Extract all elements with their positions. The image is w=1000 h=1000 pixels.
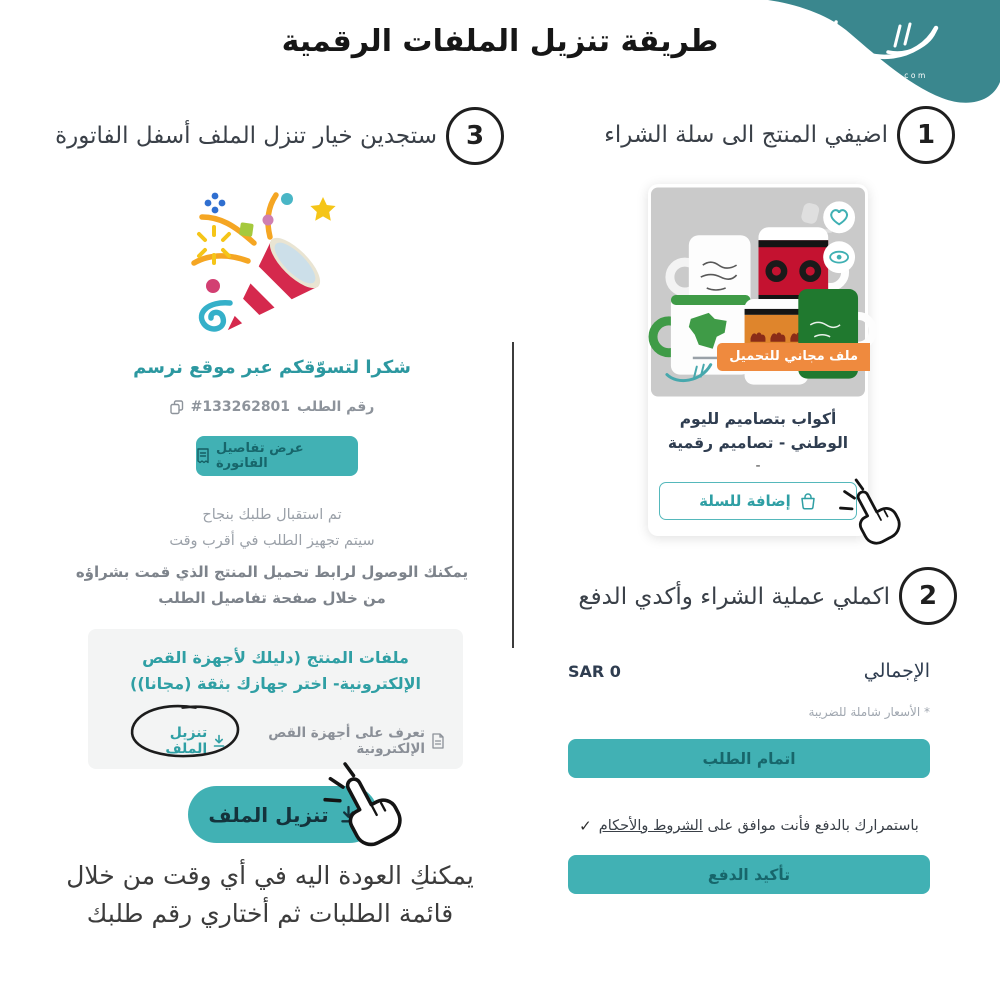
step-1-number: 1	[916, 120, 936, 150]
check-icon: ✓	[579, 817, 592, 835]
terms-link[interactable]: الشروط والأحكام	[598, 818, 703, 834]
step-3-number: 3	[465, 121, 485, 151]
quick-view-button[interactable]	[823, 241, 855, 273]
free-file-badge: ملف مجاني للتحميل	[717, 343, 870, 371]
hand-drawn-circle-annotation	[124, 696, 246, 768]
product-image[interactable]	[651, 187, 865, 397]
order-number-label: رقم الطلب	[297, 399, 375, 415]
total-label: الإجمالي	[863, 660, 930, 682]
add-to-cart-label: إضافة للسلة	[699, 492, 791, 511]
order-number: #133262801	[190, 399, 291, 415]
file-icon	[431, 733, 445, 749]
terms-row	[568, 817, 930, 835]
download-file-link-label: تنزيل الملف	[165, 725, 208, 757]
column-divider	[512, 342, 514, 648]
step-2-circle	[899, 567, 957, 625]
order-number-row	[62, 399, 482, 415]
total-value: SAR 0	[568, 661, 621, 681]
page-title: طريقة تنزيل الملفات الرقمية	[281, 24, 719, 59]
step-3-label: ستجدين خيار تنزل الملف أسفل الفاتورة	[55, 123, 437, 149]
learn-devices-label: تعرف على أجهزة القص الإلكترونية	[268, 725, 425, 757]
narsom-domain-text: narsom.com	[856, 71, 928, 80]
wishlist-button[interactable]	[823, 201, 855, 233]
return-note-line-2: قائمة الطلبات ثم أختاري رقم طلبك	[86, 898, 454, 928]
step-2-number: 2	[918, 581, 938, 611]
status-line-1: تم استقبال طلبك بنجاح	[202, 507, 342, 523]
step-1-label: اضيفي المنتج الى سلة الشراء	[604, 122, 888, 148]
bag-icon	[799, 492, 817, 510]
copy-icon[interactable]	[170, 400, 184, 414]
terms-prefix: باستمرارك بالدفع فأنت موافق على	[707, 818, 919, 834]
status-line-2: سيتم تجهيز الطلب في أقرب وقت	[169, 533, 375, 549]
return-note-line-1: يمكنكِ العودة اليه في أي وقت من خلال	[66, 861, 474, 890]
tax-note: * الأسعار شاملة للضريبة	[808, 705, 930, 719]
thanks-heading: شكرا لتسوّقكم عبر موقع نرسم	[133, 357, 411, 378]
status-line-3: يمكنك الوصول لرابط تحميل المنتج الذي قمت بشراؤه من خلال صفحة تفاصيل الطلب	[75, 563, 469, 608]
step-2-label: اكملي عملية الشراء وأكدي الدفع	[578, 584, 890, 610]
product-price-placeholder: -	[755, 458, 761, 475]
view-invoice-button[interactable]	[196, 436, 358, 476]
receipt-icon	[196, 448, 210, 464]
step-3-circle	[446, 107, 504, 165]
hand-pointer-icon	[322, 758, 406, 854]
learn-devices-link[interactable]	[226, 725, 445, 757]
brand-wave	[750, 0, 1000, 130]
hand-pointer-icon	[838, 474, 904, 552]
complete-order-button[interactable]: اتمام الطلب	[568, 739, 930, 778]
return-note	[20, 857, 520, 932]
order-total-row	[568, 660, 930, 682]
confirm-payment-button[interactable]: تأكيد الدفع	[568, 855, 930, 894]
add-to-cart-button[interactable]	[659, 482, 857, 520]
terms-text	[599, 818, 919, 834]
view-invoice-label: عرض تفاصيل الفاتورة	[216, 441, 304, 471]
product-title: أكواب بتصاميم لليوم الوطني - تصاميم رقمية	[667, 410, 849, 453]
files-box-title: ملفات المنتج (دليلك لأجهزة القص الإلكترونية- اختر جهازك بثقة (مجانا))	[130, 648, 421, 693]
download-file-button-label: تنزيل الملف	[208, 802, 329, 827]
product-card[interactable]	[648, 184, 868, 536]
step-1-circle	[897, 106, 955, 164]
party-popper-illustration	[150, 185, 380, 355]
